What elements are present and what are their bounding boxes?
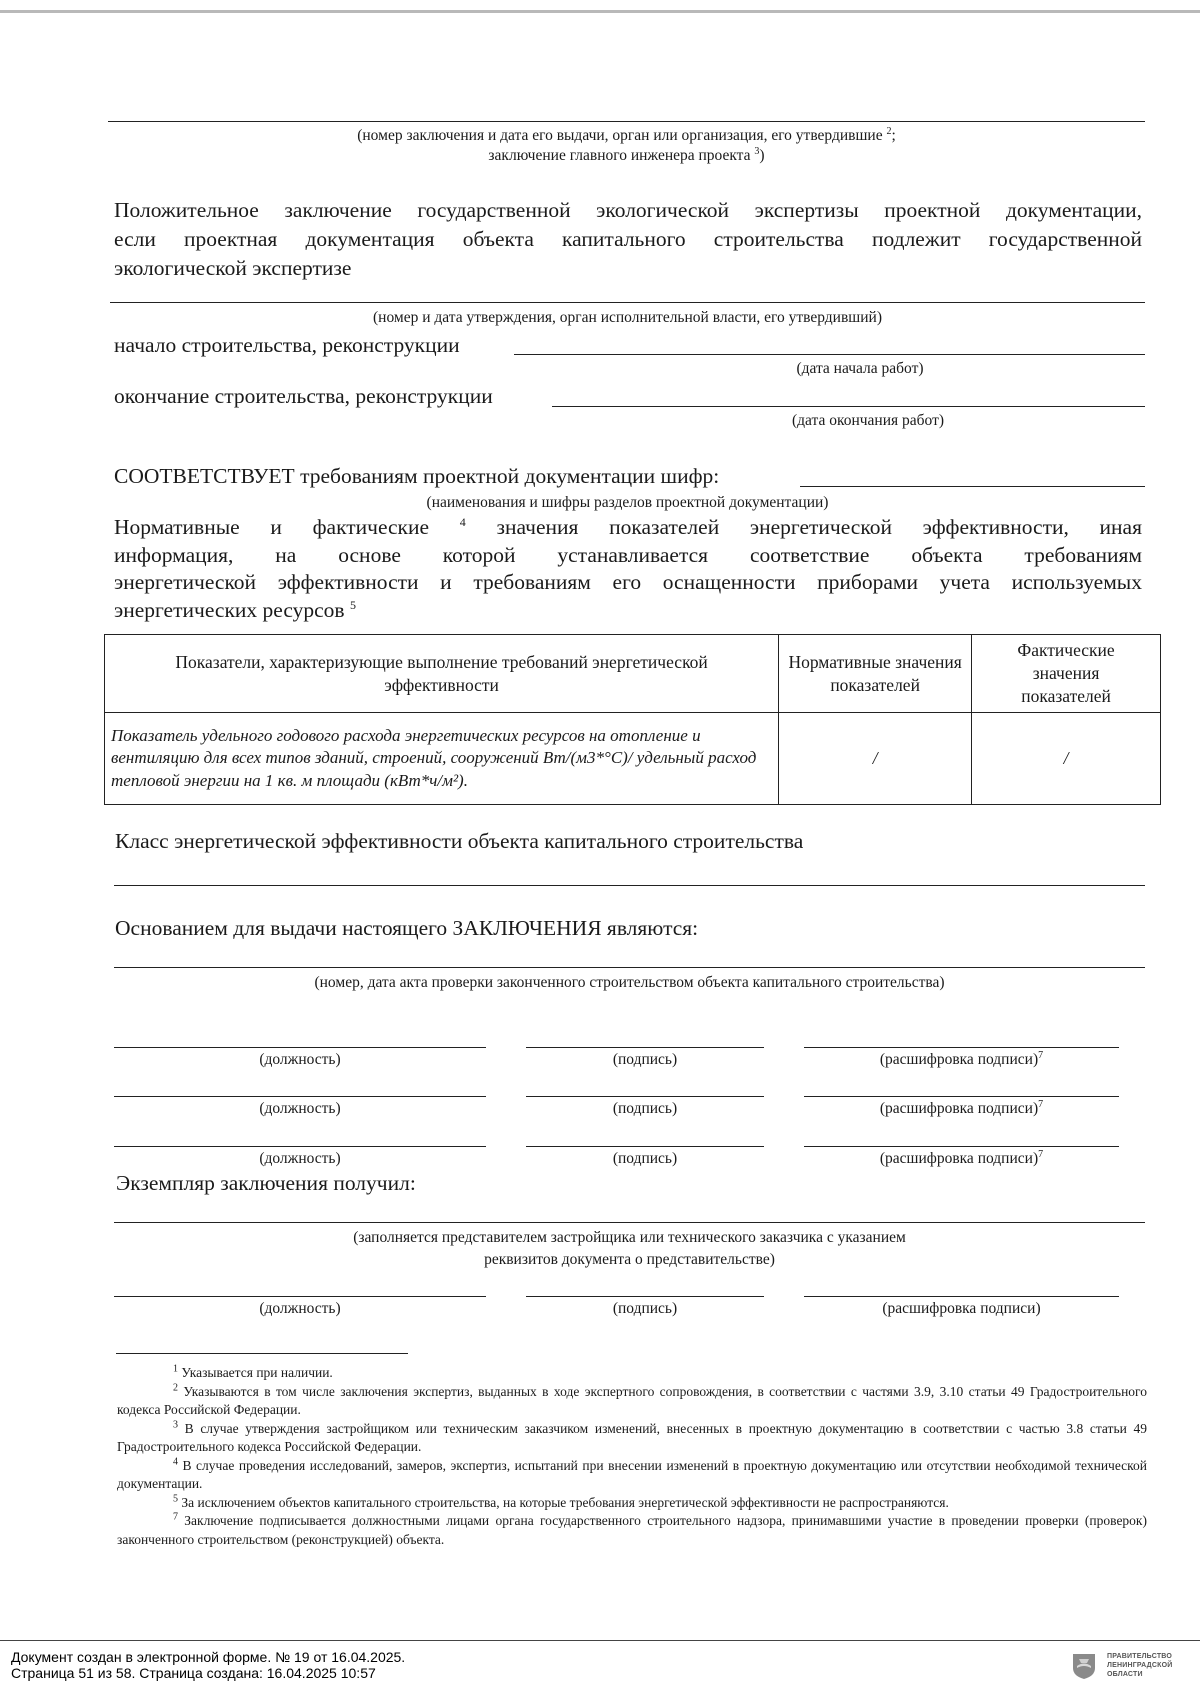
table-cell-indicator-description: Показатель удельного годового расхода энергетических ресурсов на отопление и вентиляцию для всех типов зданий, строений, сооружений Вт/(м3*°С)/ удельный расход тепловой энергии на 1 кв. м площади (кВт*ч/м²).: [105, 713, 779, 805]
footnote-4: $^4$ В случае проведения исследований, замеров, экспертиз, испытаний при внесении изменений в проектную документацию или отсутствии необходимой технической документации.: [117, 1456, 1147, 1491]
received-decryption-caption: (расшифровка подписи): [882, 1300, 1041, 1317]
energy-indicators-table: [104, 634, 1161, 805]
footnote-3: $^3$ В случае утверждения застройщиком или техническим заказчиком изменений, внесенных в проектную документацию в соответствии с частью 3.8 статьи 49 Градостроительного кодекса Российской Федерации.: [117, 1419, 1147, 1454]
basis-caption: (номер, дата акта проверки законченного строительством объекта капитального строительства): [314, 974, 945, 991]
signature-3-decryption-line: [804, 1146, 1119, 1147]
table-header-normative: Нормативные значения показателей: [779, 635, 972, 713]
approval-caption-line1: (номер заключения и дата его выдачи, орган или организация, его утвердившие $^2$;: [357, 125, 896, 144]
received-sign-caption: (подпись): [612, 1300, 678, 1317]
signature-2-sign-line: [526, 1096, 764, 1097]
footnote-5: $^5$ За исключением объектов капитального строительства, на которые требования энергетической эффективности не распространяются.: [173, 1493, 949, 1510]
construction-end-fill-line: [552, 406, 1145, 407]
table-cell-normative-value: /: [779, 713, 972, 805]
footer-separator: [0, 1640, 1200, 1641]
footnote-separator: [116, 1353, 408, 1354]
table-header-indicator: Показатели, характеризующие выполнение требований энергетической эффективности: [105, 635, 779, 713]
footnotes: [117, 1364, 1147, 1549]
energy-class-fill-line: [114, 885, 1145, 886]
signature-3-position-caption: (должность): [259, 1150, 341, 1167]
government-logo: [1071, 1652, 1196, 1682]
table-cell-actual-value: /: [972, 713, 1161, 805]
construction-end-label: окончание строительства, реконструкции: [114, 384, 493, 408]
footer-document-info: Документ создан в электронной форме. № 19 от 16.04.2025.: [11, 1649, 406, 1665]
basis-label: Основанием для выдачи настоящего ЗАКЛЮЧЕНИЯ являются:: [115, 916, 699, 940]
construction-end-caption: (дата окончания работ): [791, 412, 945, 429]
energy-class-label: Класс энергетической эффективности объекта капитального строительства: [115, 829, 804, 853]
table-row: [105, 713, 1161, 805]
received-position-line: [114, 1296, 486, 1297]
government-logo-text: ПРАВИТЕЛЬСТВО ЛЕНИНГРАДСКОЙ ОБЛАСТИ: [1107, 1653, 1173, 1678]
page-top-border: [0, 10, 1200, 13]
signature-2-position-caption: (должность): [259, 1100, 341, 1117]
footnote-1: $^1$ Указывается при наличии.: [173, 1363, 333, 1380]
signature-1-decryption-caption: (расшифровка подписи)$^7$: [879, 1049, 1044, 1068]
table-header-actual: Фактические значения показателей: [972, 635, 1161, 713]
compliance-fill-line: [800, 486, 1145, 487]
signature-1-position-caption: (должность): [259, 1051, 341, 1068]
signature-2-decryption-line: [804, 1096, 1119, 1097]
signature-1-position-line: [114, 1047, 486, 1048]
construction-start-caption: (дата начала работ): [796, 360, 924, 377]
signature-3-position-line: [114, 1146, 486, 1147]
eco-expertise-caption: (номер и дата утверждения, орган исполнительной власти, его утвердивший): [373, 309, 882, 326]
received-fill-line: [114, 1222, 1145, 1223]
signature-2-position-line: [114, 1096, 486, 1097]
signature-2-sign-caption: (подпись): [612, 1100, 678, 1117]
received-label: Экземпляр заключения получил:: [116, 1171, 416, 1195]
footnote-2: $^2$ Указываются в том числе заключения экспертиз, выданных в ходе экспертного сопровождения, в соответствии с частями 3.9, 3.10 статьи 49 Градостроительного кодекса Российской Федерации.: [117, 1382, 1147, 1417]
received-caption-line2: реквизитов документа о представительстве): [484, 1251, 775, 1268]
construction-start-fill-line: [514, 354, 1145, 355]
footnote-7: $^7$ Заключение подписывается должностными лицами органа государственного строительного надзора, принимавшими участие в проведении проверки (проверок) законченного строительством (реконструкцией) объекта.: [117, 1511, 1147, 1547]
approval-fill-line: [108, 121, 1145, 122]
signature-3-sign-line: [526, 1146, 764, 1147]
signature-1-sign-caption: (подпись): [612, 1051, 678, 1068]
compliance-caption: (наименования и шифры разделов проектной документации): [426, 494, 829, 511]
footer-page-info: Страница 51 из 58. Страница создана: 16.04.2025 10:57: [11, 1665, 376, 1681]
approval-caption-line2: заключение главного инженера проекта $^3$): [488, 145, 765, 164]
signature-2-decryption-caption: (расшифровка подписи)$^7$: [879, 1098, 1044, 1117]
energy-paragraph: Нормативные и фактические $^4$ значения показателей энергетической эффективности, иная информация, на основе которой устанавливается соответствие объекта требованиям энергетической эффективности и требованиям его оснащенности приборами учета используемых энергетических ресурсов $^5$: [114, 514, 1142, 622]
eco-expertise-fill-line: [110, 302, 1145, 303]
basis-fill-line: [114, 967, 1145, 968]
signature-3-decryption-caption: (расшифровка подписи)$^7$: [879, 1148, 1044, 1167]
compliance-label: СООТВЕТСТВУЕТ требованиям проектной документации шифр:: [114, 464, 720, 488]
signature-1-sign-line: [526, 1047, 764, 1048]
received-caption-line1: (заполняется представителем застройщика или технического заказчика с указанием: [353, 1229, 906, 1246]
received-position-caption: (должность): [259, 1300, 341, 1317]
table-header-row: [105, 635, 1161, 713]
signature-1-decryption-line: [804, 1047, 1119, 1048]
received-decryption-line: [804, 1296, 1119, 1297]
construction-start-label: начало строительства, реконструкции: [114, 333, 460, 357]
signature-3-sign-caption: (подпись): [612, 1150, 678, 1167]
eco-expertise-paragraph: Положительное заключение государственной экологической экспертизы проектной документации, если проектная документация объекта капитального строительства подлежит государственной экологической экспертизе: [114, 198, 1142, 280]
coat-of-arms-icon: [1071, 1652, 1097, 1680]
received-sign-line: [526, 1296, 764, 1297]
